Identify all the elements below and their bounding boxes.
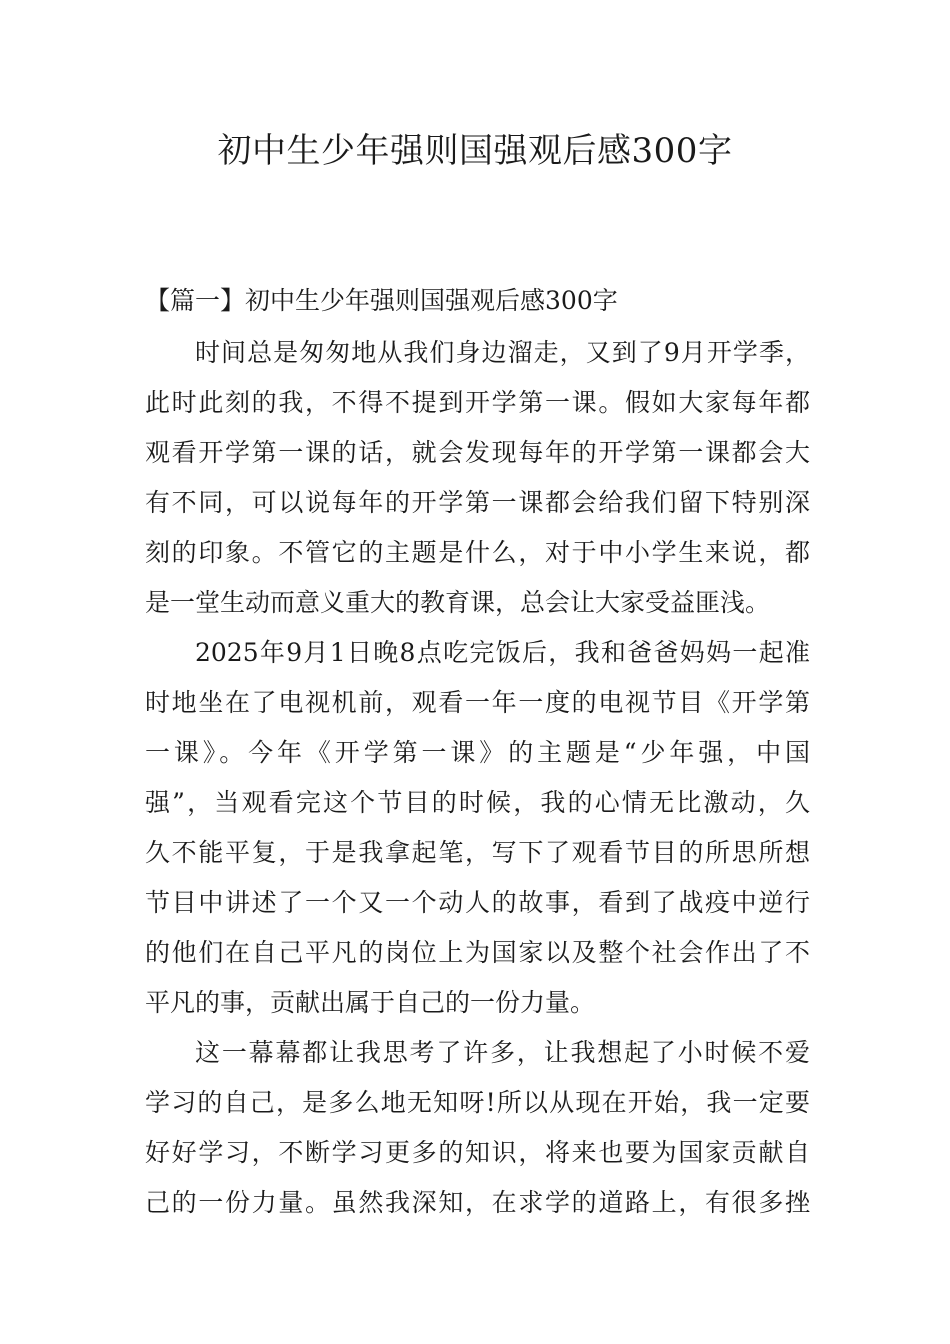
paragraph-line: 刻的印象。不管它的主题是什么，对于中小学生来说，都 [145, 538, 810, 567]
paragraph-line: 己的一份力量。虽然我深知，在求学的道路上，有很多挫 [145, 1188, 810, 1217]
paragraph-line: 此时此刻的我，不得不提到开学第一课。假如大家每年都 [145, 388, 810, 417]
paragraph-line: 是一堂生动而意义重大的教育课，总会让大家受益匪浅。 [145, 588, 771, 617]
paragraph-line: 平凡的事，贡献出属于自己的一份力量。 [145, 988, 596, 1017]
paragraph-line: 时地坐在了电视机前，观看一年一度的电视节目《开学第 [145, 688, 810, 717]
paragraph-line: 强”，当观看完这个节目的时候，我的心情无比激动，久 [145, 788, 810, 817]
paragraph-line: 一课》。今年《开学第一课》的主题是“少年强，中国 [145, 738, 810, 767]
paragraph-line: 节目中讲述了一个又一个动人的故事，看到了战疫中逆行 [145, 888, 810, 917]
paragraph-line: 好好学习，不断学习更多的知识，将来也要为国家贡献自 [145, 1138, 810, 1167]
paragraph-line: 2025年9月1日晚8点吃完饭后，我和爸爸妈妈一起准 [195, 638, 810, 667]
paragraph-line: 的他们在自己平凡的岗位上为国家以及整个社会作出了不 [145, 938, 810, 967]
paragraph-line: 观看开学第一课的话，就会发现每年的开学第一课都会大 [145, 438, 810, 467]
paragraph-line: 有不同，可以说每年的开学第一课都会给我们留下特别深 [145, 488, 810, 517]
paragraph-line: 时间总是匆匆地从我们身边溜走，又到了9月开学季， [195, 338, 810, 367]
paragraph-line: 学习的自己，是多么地无知呀!所以从现在开始，我一定要 [145, 1088, 810, 1117]
document-title: 初中生少年强则国强观后感300字 [217, 131, 733, 171]
section-heading: 【篇一】初中生少年强则国强观后感300字 [145, 286, 618, 315]
paragraph-line: 久不能平复，于是我拿起笔，写下了观看节目的所思所想 [145, 838, 810, 867]
paragraph-line: 这一幕幕都让我思考了许多，让我想起了小时候不爱 [195, 1038, 810, 1067]
